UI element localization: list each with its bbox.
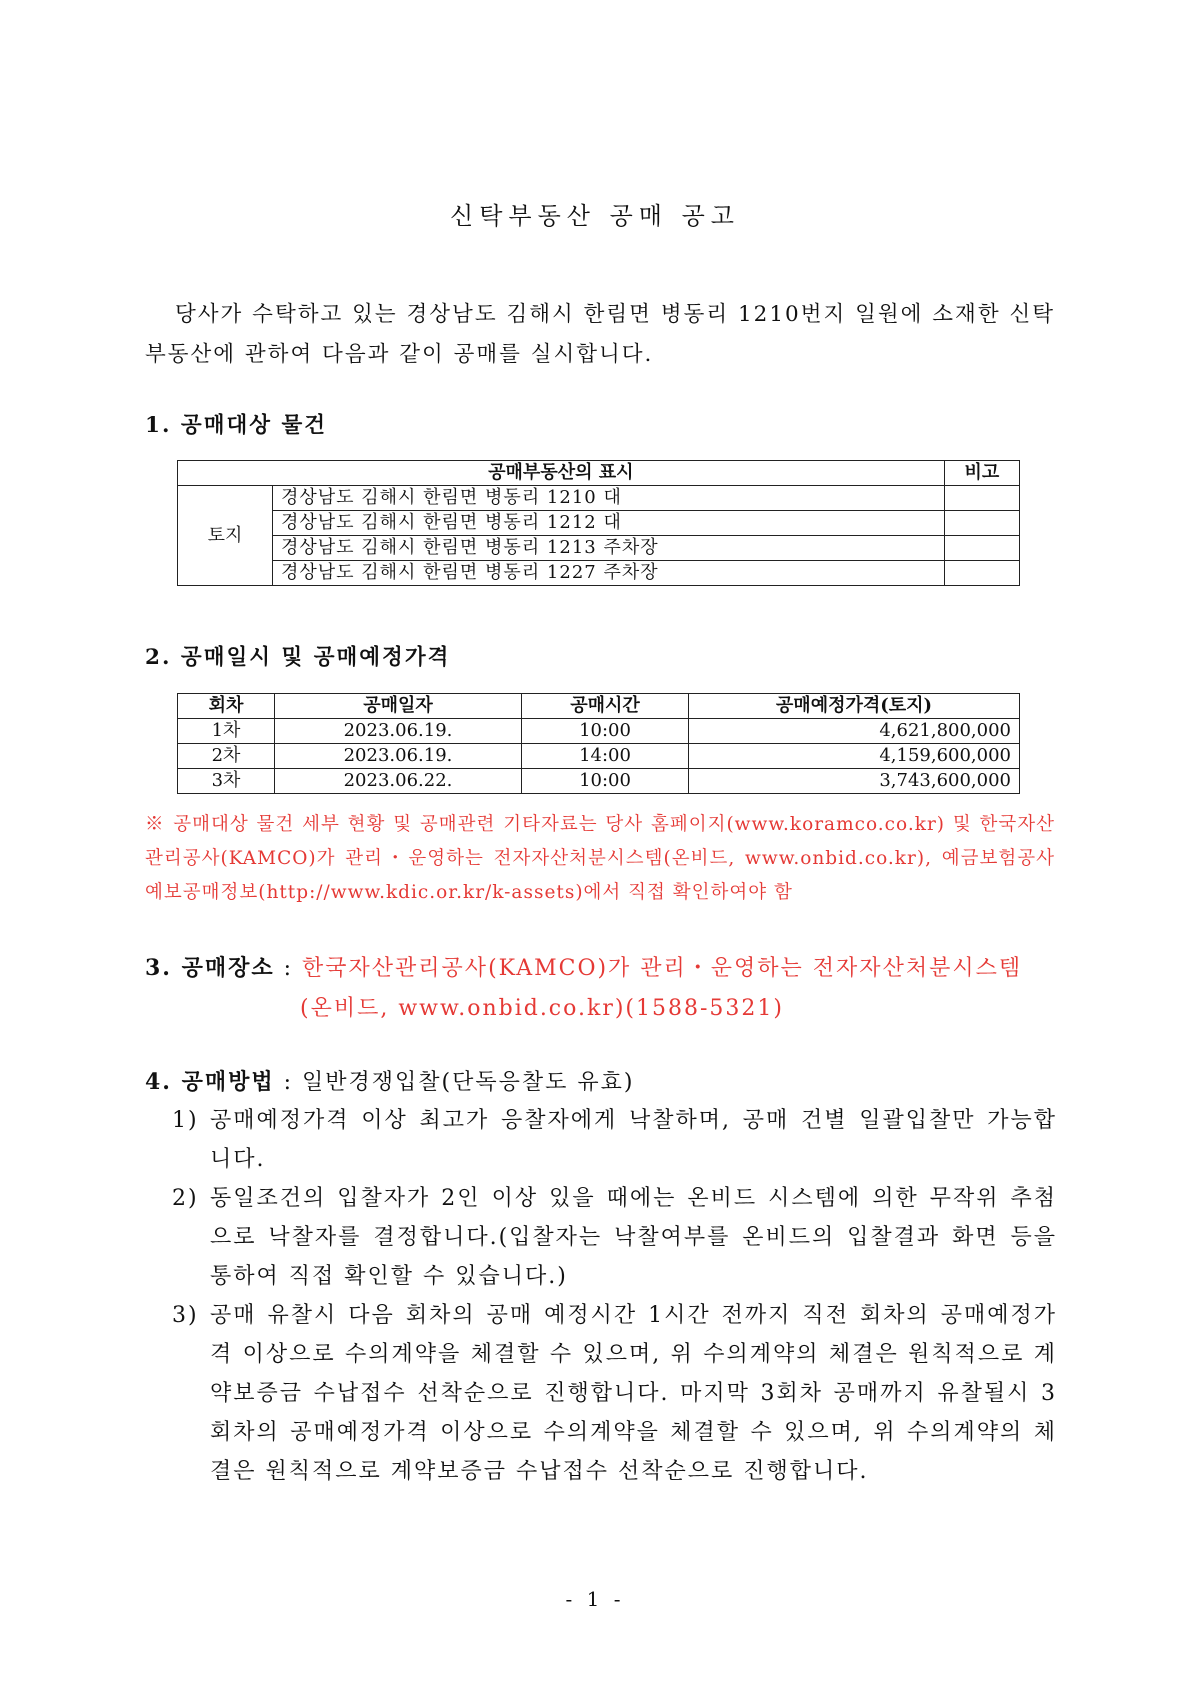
section1-heading: 1. 공매대상 물건 <box>145 413 328 438</box>
header-round: 회차 <box>178 694 275 719</box>
table-header-row <box>178 461 1020 486</box>
header-remarks: 비고 <box>944 461 1019 486</box>
section2-heading: 2. 공매일시 및 공매예정가격 <box>145 645 451 670</box>
table-row <box>178 511 1020 536</box>
table-row <box>178 486 1020 511</box>
table-header-row <box>178 694 1020 719</box>
date-cell: 2023.06.19. <box>275 744 522 769</box>
price-cell: 4,159,600,000 <box>689 744 1020 769</box>
method-item <box>172 1296 1057 1491</box>
time-cell: 14:00 <box>522 744 689 769</box>
notice-note: ※ 공매대상 물건 세부 현황 및 공매관련 기타자료는 당사 홈페이지(www.koramco.co.kr) 및 한국자산관리공사(KAMCO)가 관리・운영하는 전자자산처분시스템(온비드, www.onbid.co.kr), 예금보험공사 예보공매정보(http://www.kdic.or.kr/k-assets)에서 직접 확인하여야 함 <box>145 814 1055 903</box>
table-row <box>178 769 1020 794</box>
item-number: 2) <box>172 1186 199 1211</box>
section3-line2: (온비드, www.onbid.co.kr)(1588-5321) <box>300 996 784 1021</box>
section3-colon: : <box>274 956 303 981</box>
header-price: 공매예정가격(토지) <box>689 694 1020 719</box>
remarks-cell <box>944 511 1019 536</box>
property-address: 경상남도 김해시 한림면 병동리 1213 주차장 <box>273 536 945 561</box>
intro-paragraph: 당사가 수탁하고 있는 경상남도 김해시 한림면 병동리 1210번지 일원에 소재한 신탁부동산에 관하여 다음과 같이 공매를 실시합니다. <box>145 302 1055 367</box>
header-date: 공매일자 <box>275 694 522 719</box>
section3-auction-place <box>145 948 1065 1029</box>
item-number: 1) <box>172 1108 199 1133</box>
round-cell: 1차 <box>178 719 275 744</box>
land-label: 토지 <box>178 486 273 586</box>
method-item <box>172 1101 1057 1179</box>
schedule-table <box>177 693 1020 794</box>
remarks-cell <box>944 536 1019 561</box>
property-table <box>177 460 1020 586</box>
item-text: 동일조건의 입찰자가 2인 이상 있을 때에는 온비드 시스템에 의한 무작위 추첨으로 낙찰자를 결정합니다.(입찰자는 낙찰여부를 온비드의 입찰결과 화면 등을 통하여 직접 확인할 수 있습니다.) <box>210 1186 1057 1289</box>
item-text: 공매예정가격 이상 최고가 응찰자에게 낙찰하며, 공매 건별 일괄입찰만 가능합니다. <box>210 1108 1057 1172</box>
table-row <box>178 719 1020 744</box>
remarks-cell <box>944 486 1019 511</box>
round-cell: 3차 <box>178 769 275 794</box>
date-cell: 2023.06.22. <box>275 769 522 794</box>
item-number: 3) <box>172 1303 199 1328</box>
header-time: 공매시간 <box>522 694 689 719</box>
property-address: 경상남도 김해시 한림면 병동리 1210 대 <box>273 486 945 511</box>
section4-colon: : <box>274 1070 303 1095</box>
document-title: 신탁부동산 공매 공고 <box>450 202 740 230</box>
table-row <box>178 744 1020 769</box>
property-address: 경상남도 김해시 한림면 병동리 1227 주차장 <box>273 561 945 586</box>
section3-label: 3. 공매장소 <box>145 955 275 981</box>
section4-auction-method <box>145 1065 634 1096</box>
method-item <box>172 1179 1057 1296</box>
section4-value: 일반경쟁입찰(단독응찰도 유효) <box>302 1070 635 1095</box>
section3-line1: 한국자산관리공사(KAMCO)가 관리・운영하는 전자자산처분시스템 <box>302 956 1023 981</box>
time-cell: 10:00 <box>522 769 689 794</box>
property-address: 경상남도 김해시 한림면 병동리 1212 대 <box>273 511 945 536</box>
item-text: 공매 유찰시 다음 회차의 공매 예정시간 1시간 전까지 직전 회차의 공매예정가격 이상으로 수의계약을 체결할 수 있으며, 위 수의계약의 체결은 원칙적으로 계약보증금 수납접수 선착순으로 진행합니다. 마지막 3회차 공매까지 유찰될시 3회차의 공매예정가격 이상으로 수의계약을 체결할 수 있으며, 위 수의계약의 체결은 원칙적으로 계약보증금 수납접수 선착순으로 진행합니다. <box>210 1303 1057 1484</box>
time-cell: 10:00 <box>522 719 689 744</box>
header-property: 공매부동산의 표시 <box>178 461 945 486</box>
section4-label: 4. 공매방법 <box>145 1069 275 1095</box>
price-cell: 3,743,600,000 <box>689 769 1020 794</box>
remarks-cell <box>944 561 1019 586</box>
price-cell: 4,621,800,000 <box>689 719 1020 744</box>
date-cell: 2023.06.19. <box>275 719 522 744</box>
table-row <box>178 561 1020 586</box>
page-number: - 1 - <box>565 1587 625 1611</box>
table-row <box>178 536 1020 561</box>
round-cell: 2차 <box>178 744 275 769</box>
